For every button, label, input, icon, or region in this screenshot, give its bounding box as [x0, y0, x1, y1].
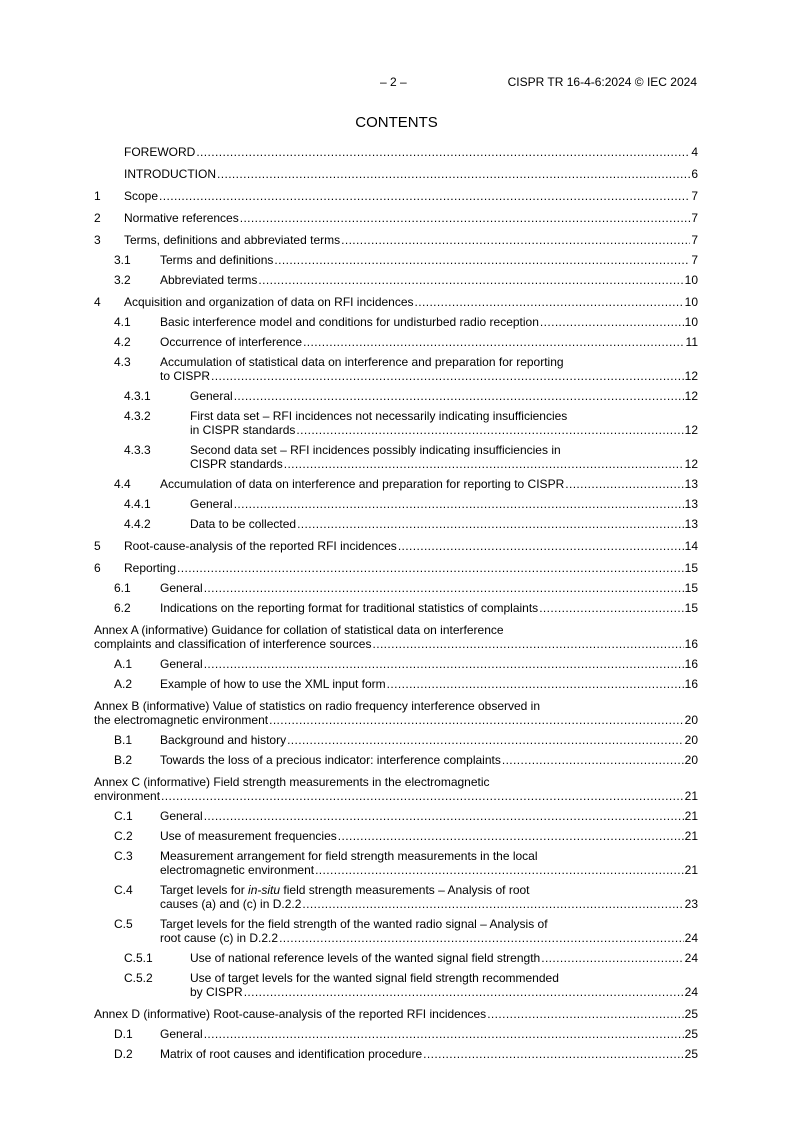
toc-entry-page: 7: [691, 253, 698, 267]
toc-entry-number: C.1: [114, 809, 133, 823]
toc-entry-body: [124, 233, 698, 247]
toc-entry-number: B.2: [114, 753, 133, 767]
toc-entry-number: C.5: [114, 917, 133, 931]
toc-entry-number: 4.3.1: [124, 389, 151, 403]
toc-entry[interactable]: [94, 883, 698, 911]
toc-entry-number: 1: [94, 189, 101, 203]
toc-entry-body: [160, 677, 698, 691]
toc-entry-title: Matrix of root causes and identification procedure: [160, 1047, 423, 1061]
toc-entry-page: 25: [684, 1027, 698, 1041]
toc-entry-title: by CISPR: [190, 985, 243, 999]
toc-entry[interactable]: [94, 189, 698, 203]
toc-entry-title: the electromagnetic environment: [94, 713, 269, 727]
toc-entry-title: General: [160, 657, 203, 671]
dot-leader: [279, 931, 684, 945]
toc-entry-number: 6.1: [114, 581, 131, 595]
toc-entry[interactable]: [94, 917, 698, 945]
toc-entry-title: Use of national reference levels of the wanted signal field strength: [190, 951, 541, 965]
toc-entry-title: electromagnetic environment: [160, 863, 315, 877]
toc-entry-body: [124, 211, 698, 225]
toc-entry-title: Terms and definitions: [160, 253, 274, 267]
toc-entry-page: 12: [684, 369, 698, 383]
dot-leader: [302, 897, 683, 911]
toc-entry-page: 24: [684, 951, 698, 965]
toc-entry-number: C.3: [114, 849, 133, 863]
dot-leader: [234, 497, 684, 511]
toc-entry-body: [160, 253, 698, 267]
toc-entry-title: Root-cause-analysis of the reported RFI incidences: [124, 539, 397, 553]
dot-leader: [258, 273, 683, 287]
dot-leader: [211, 369, 684, 383]
toc-entry[interactable]: [94, 971, 698, 999]
toc-entry-body: [190, 517, 698, 531]
toc-entry-page: 15: [684, 561, 698, 575]
toc-entry-title-line: Target levels for the field strength of the wanted radio signal – Analysis of: [160, 917, 548, 931]
toc-entry-page: 21: [684, 789, 698, 803]
toc-entry-title-line: Measurement arrangement for field strength measurements in the local: [160, 849, 538, 863]
toc-entry-body: [124, 295, 698, 309]
toc-entry-number: 4.3: [114, 355, 131, 369]
toc-entry-number: 4: [94, 295, 101, 309]
dot-leader: [269, 713, 684, 727]
toc-entry[interactable]: [94, 145, 698, 159]
dot-leader: [502, 753, 684, 767]
dot-leader: [423, 1047, 683, 1061]
dot-leader: [159, 189, 690, 203]
toc-entry[interactable]: [94, 1047, 698, 1061]
toc-entry[interactable]: [94, 409, 698, 437]
dot-leader: [303, 335, 684, 349]
toc-entry-number: 4.3.2: [124, 409, 151, 423]
page-number: – 2 –: [380, 75, 407, 89]
table-of-contents: [94, 145, 698, 1061]
toc-entry-title: General: [160, 581, 203, 595]
toc-entry-title: INTRODUCTION: [124, 167, 216, 181]
toc-entry-body: [190, 389, 698, 403]
dot-leader: [234, 389, 684, 403]
toc-entry[interactable]: [94, 753, 698, 767]
dot-leader: [217, 167, 690, 181]
toc-entry-page: 21: [684, 829, 698, 843]
dot-leader: [341, 233, 690, 247]
toc-entry-page: 13: [684, 477, 698, 491]
toc-entry-title-line: Annex A (informative) Guidance for collation of statistical data on interference: [94, 623, 504, 637]
toc-entry-page: 12: [684, 389, 698, 403]
toc-entry-page: 20: [684, 713, 698, 727]
toc-entry-body: [94, 775, 698, 803]
toc-entry-title: Scope: [124, 189, 159, 203]
dot-leader: [338, 829, 684, 843]
dot-leader: [540, 315, 684, 329]
toc-entry-page: 20: [684, 753, 698, 767]
toc-entry-body: [94, 1007, 698, 1021]
dot-leader: [274, 253, 690, 267]
toc-entry-body: [160, 849, 698, 877]
dot-leader: [177, 561, 684, 575]
toc-entry-page: 4: [691, 145, 698, 159]
page-header: [0, 75, 793, 93]
dot-leader: [539, 601, 683, 615]
toc-entry-title: General: [160, 809, 203, 823]
toc-entry-title: Towards the loss of a precious indicator: interference complaints: [160, 753, 501, 767]
toc-entry-title-line: Annex C (informative) Field strength measurements in the electromagnetic: [94, 775, 490, 789]
toc-entry-title: Reporting: [124, 561, 177, 575]
toc-entry[interactable]: [94, 167, 698, 181]
dot-leader: [284, 457, 684, 471]
toc-entry-body: [160, 477, 698, 491]
toc-entry[interactable]: [94, 677, 698, 691]
toc-entry-body: [160, 355, 698, 383]
standard-reference: CISPR TR 16-4-6:2024 © IEC 2024: [507, 75, 697, 89]
toc-entry-body: [160, 883, 698, 911]
toc-entry[interactable]: [94, 211, 698, 225]
toc-entry-number: C.5.1: [124, 951, 153, 965]
toc-entry[interactable]: [94, 443, 698, 471]
toc-entry[interactable]: [94, 497, 698, 511]
toc-entry[interactable]: [94, 775, 698, 803]
toc-entry-page: 10: [684, 295, 698, 309]
toc-entry[interactable]: [94, 477, 698, 491]
dot-leader: [315, 863, 684, 877]
toc-entry[interactable]: [94, 335, 698, 349]
toc-entry[interactable]: [94, 295, 698, 309]
toc-entry-title: causes (a) and (c) in D.2.2: [160, 897, 302, 911]
toc-entry-page: 25: [684, 1047, 698, 1061]
toc-entry[interactable]: [94, 623, 698, 651]
toc-entry-body: [190, 497, 698, 511]
toc-entry-title: Terms, definitions and abbreviated terms: [124, 233, 341, 247]
toc-entry-page: 12: [684, 423, 698, 437]
toc-entry-number: 4.4.1: [124, 497, 151, 511]
toc-entry-body: [160, 753, 698, 767]
toc-entry-number: C.2: [114, 829, 133, 843]
dot-leader: [244, 985, 684, 999]
toc-entry[interactable]: [94, 1027, 698, 1041]
toc-entry-page: 11: [685, 335, 698, 349]
toc-entry[interactable]: [94, 809, 698, 823]
toc-entry-title-line: First data set – RFI incidences not necessarily indicating insufficiencies: [190, 409, 568, 423]
toc-entry-body: [160, 809, 698, 823]
toc-entry[interactable]: [94, 539, 698, 553]
toc-entry-page: 24: [684, 985, 698, 999]
toc-entry-page: 14: [684, 539, 698, 553]
toc-entry-body: [190, 443, 698, 471]
toc-entry-number: A.1: [114, 657, 133, 671]
toc-entry-title-line: Annex B (informative) Value of statistics on radio frequency interference observed in: [94, 699, 541, 713]
toc-entry-number: 4.3.3: [124, 443, 151, 457]
toc-entry-body: [124, 539, 698, 553]
toc-entry-body: [160, 1027, 698, 1041]
toc-entry-title: CISPR standards: [190, 457, 283, 471]
toc-entry-page: 10: [684, 273, 698, 287]
dot-leader: [296, 423, 683, 437]
toc-entry-title: General: [190, 389, 233, 403]
toc-entry-body: [160, 601, 698, 615]
toc-entry-number: D.2: [114, 1047, 133, 1061]
toc-entry-title: to CISPR: [160, 369, 211, 383]
toc-entry-page: 7: [691, 211, 698, 225]
toc-entry[interactable]: [94, 389, 698, 403]
toc-entry-page: 15: [684, 601, 698, 615]
toc-entry-body: [160, 733, 698, 747]
toc-entry-number: 3.1: [114, 253, 131, 267]
toc-entry[interactable]: [94, 829, 698, 843]
toc-entry-page: 16: [684, 677, 698, 691]
toc-entry-title: General: [190, 497, 233, 511]
toc-entry-number: 2: [94, 211, 101, 225]
toc-entry-page: 23: [684, 897, 698, 911]
dot-leader: [161, 789, 684, 803]
toc-entry-body: [160, 581, 698, 595]
toc-entry[interactable]: [94, 657, 698, 671]
dot-leader: [565, 477, 683, 491]
toc-entry-body: [160, 335, 698, 349]
dot-leader: [204, 1027, 684, 1041]
dot-leader: [415, 295, 684, 309]
toc-entry-number: C.4: [114, 883, 133, 897]
toc-entry[interactable]: [94, 561, 698, 575]
toc-entry-title: Occurrence of interference: [160, 335, 303, 349]
dot-leader: [287, 733, 684, 747]
toc-entry-number: 4.4: [114, 477, 131, 491]
toc-entry-title: Example of how to use the XML input form: [160, 677, 386, 691]
toc-entry-page: 21: [684, 863, 698, 877]
toc-entry-page: 10: [684, 315, 698, 329]
toc-entry-title: Accumulation of data on interference and preparation for reporting to CISPR: [160, 477, 565, 491]
toc-entry-title: Use of measurement frequencies: [160, 829, 337, 843]
toc-entry-body: [160, 315, 698, 329]
toc-entry[interactable]: [94, 517, 698, 531]
toc-entry-page: 7: [691, 189, 698, 203]
toc-entry-number: 6.2: [114, 601, 131, 615]
toc-entry-body: [124, 167, 698, 181]
dot-leader: [204, 809, 684, 823]
toc-entry[interactable]: [94, 699, 698, 727]
toc-entry-page: 15: [684, 581, 698, 595]
toc-entry[interactable]: [94, 253, 698, 267]
toc-entry-body: [124, 561, 698, 575]
toc-entry-number: 6: [94, 561, 101, 575]
toc-entry-title: General: [160, 1027, 203, 1041]
toc-entry-title: Indications on the reporting format for traditional statistics of complaints: [160, 601, 539, 615]
toc-entry-title: Normative references: [124, 211, 239, 225]
toc-entry-body: [190, 951, 698, 965]
toc-entry[interactable]: [94, 315, 698, 329]
toc-entry-number: B.1: [114, 733, 133, 747]
dot-leader: [487, 1007, 683, 1021]
toc-entry-number: 3: [94, 233, 101, 247]
toc-entry[interactable]: [94, 733, 698, 747]
toc-entry-number: 4.4.2: [124, 517, 151, 531]
toc-entry-body: [160, 657, 698, 671]
toc-entry[interactable]: [94, 233, 698, 247]
toc-entry[interactable]: [94, 951, 698, 965]
toc-entry-page: 12: [684, 457, 698, 471]
toc-entry-body: [94, 699, 698, 727]
toc-entry-title-line: Accumulation of statistical data on interference and preparation for reporting: [160, 355, 564, 369]
dot-leader: [372, 637, 683, 651]
dot-leader: [204, 657, 684, 671]
toc-entry-body: [160, 273, 698, 287]
toc-entry-page: 25: [684, 1007, 698, 1021]
toc-entry-title: root cause (c) in D.2.2: [160, 931, 279, 945]
toc-entry-number: 4.2: [114, 335, 131, 349]
toc-entry[interactable]: [94, 849, 698, 877]
toc-entry-page: 16: [684, 657, 698, 671]
toc-entry-number: 4.1: [114, 315, 131, 329]
toc-entry-page: 6: [691, 167, 698, 181]
toc-entry-page: 13: [684, 497, 698, 511]
toc-entry-title: Data to be collected: [190, 517, 297, 531]
toc-entry-number: C.5.2: [124, 971, 153, 985]
toc-entry-page: 7: [691, 233, 698, 247]
toc-entry-number: A.2: [114, 677, 133, 691]
toc-entry-number: 5: [94, 539, 101, 553]
toc-entry-title: Acquisition and organization of data on RFI incidences: [124, 295, 414, 309]
toc-entry-page: 16: [684, 637, 698, 651]
toc-entry-number: 3.2: [114, 273, 131, 287]
toc-entry-title: Background and history: [160, 733, 287, 747]
toc-entry-title-line: Use of target levels for the wanted signal field strength recommended: [190, 971, 559, 985]
toc-entry[interactable]: [94, 1007, 698, 1021]
toc-entry-body: [190, 971, 698, 999]
dot-leader: [204, 581, 684, 595]
toc-entry-body: [160, 829, 698, 843]
toc-entry-page: 20: [684, 733, 698, 747]
toc-entry-body: [94, 623, 698, 651]
toc-entry[interactable]: [94, 601, 698, 615]
toc-entry-body: [160, 917, 698, 945]
toc-entry-title: Basic interference model and conditions for undisturbed radio reception: [160, 315, 539, 329]
toc-entry-title-line: Target levels for in-situ field strength measurements – Analysis of root: [160, 883, 530, 897]
page-title: CONTENTS: [355, 114, 438, 131]
toc-entry[interactable]: [94, 581, 698, 595]
toc-entry-body: [190, 409, 698, 437]
toc-entry-title: Abbreviated terms: [160, 273, 258, 287]
toc-entry[interactable]: [94, 355, 698, 383]
dot-leader: [398, 539, 684, 553]
toc-entry-title: in CISPR standards: [190, 423, 296, 437]
toc-entry-body: [124, 189, 698, 203]
dot-leader: [196, 145, 690, 159]
toc-entry-body: [124, 145, 698, 159]
toc-entry-title: environment: [94, 789, 161, 803]
toc-entry-title-line: Second data set – RFI incidences possibly indicating insufficiencies in: [190, 443, 561, 457]
toc-entry-page: 24: [684, 931, 698, 945]
toc-entry-title: Annex D (informative) Root-cause-analysis of the reported RFI incidences: [94, 1007, 487, 1021]
dot-leader: [387, 677, 684, 691]
toc-entry-page: 21: [684, 809, 698, 823]
dot-leader: [297, 517, 684, 531]
dot-leader: [240, 211, 691, 225]
dot-leader: [541, 951, 683, 965]
toc-entry-number: D.1: [114, 1027, 133, 1041]
toc-entry-page: 13: [684, 517, 698, 531]
toc-entry-body: [160, 1047, 698, 1061]
toc-entry[interactable]: [94, 273, 698, 287]
toc-entry-title: complaints and classification of interference sources: [94, 637, 372, 651]
toc-entry-title: FOREWORD: [124, 145, 196, 159]
